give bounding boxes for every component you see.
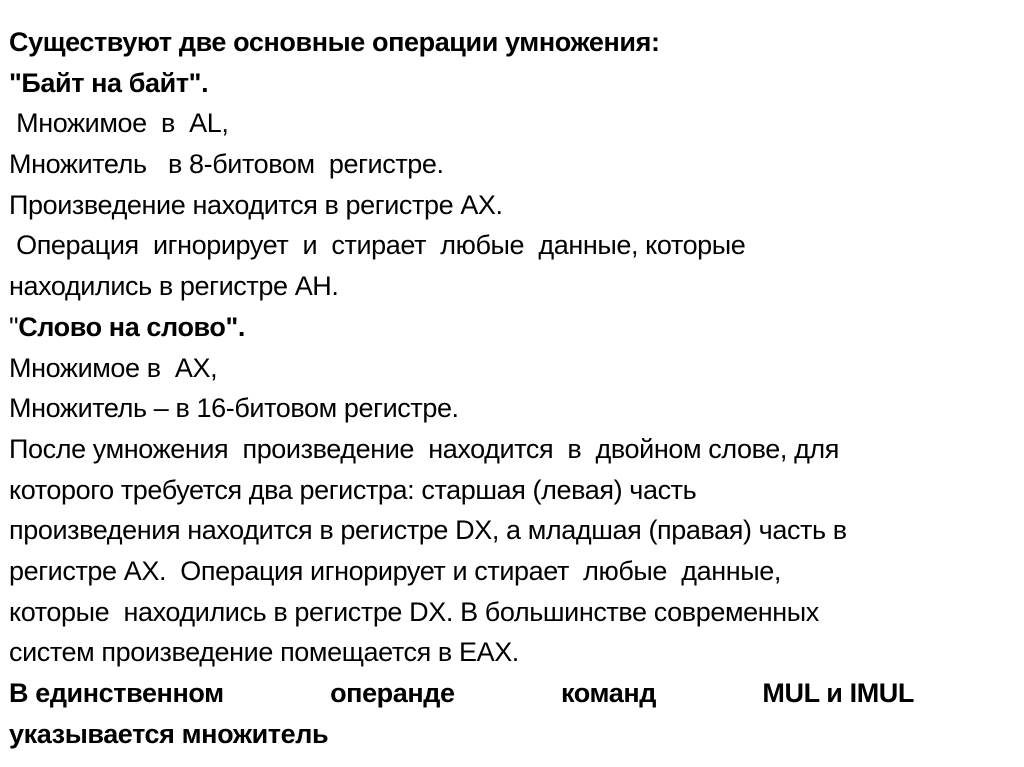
byte-by-byte-heading: "Байт на байт".	[9, 67, 209, 98]
text-line: Множимое в AX,	[9, 352, 218, 383]
text-line: После умножения произведение находится в двойном слове, для	[9, 433, 839, 464]
justified-word: команд	[561, 678, 657, 708]
text-line: систем произведение помещается в EAX.	[9, 637, 519, 668]
text-line: произведения находится в регистре DX, а младшая (правая) часть в	[9, 515, 847, 546]
word-by-word-heading	[9, 307, 1015, 348]
text-line: Множитель – в 16-битовом регистре.	[9, 393, 459, 424]
final-line: указывается множитель	[9, 718, 329, 749]
slide-text-block	[9, 22, 1015, 754]
justified-word: MUL и IMUL	[762, 678, 914, 708]
text-line: которого требуется два регистра: старшая (левая) часть	[9, 474, 697, 505]
heading-line: Существуют две основные операции умножения:	[9, 27, 660, 57]
text-line: Множитель в 8-битовом регистре.	[9, 149, 444, 180]
text-line: Множимое в AL,	[9, 108, 229, 139]
justified-word: операнде	[330, 678, 455, 708]
text-line: Операция игнорирует и стирает любые данные, которые	[9, 230, 746, 261]
text-line: которые находились в регистре DX. В большинстве современных	[9, 596, 819, 627]
mul-imul-line	[9, 673, 914, 714]
text-line: Произведение находится в регистре AX.	[9, 189, 503, 220]
text-line: находились в регистре AH.	[9, 271, 339, 302]
quote-mark: "	[9, 311, 19, 342]
text-line: регистре AX. Операция игнорирует и стирает любые данные,	[9, 555, 781, 586]
justified-word: В единственном	[9, 678, 224, 708]
word-by-word-label: Слово на слово".	[18, 311, 245, 342]
